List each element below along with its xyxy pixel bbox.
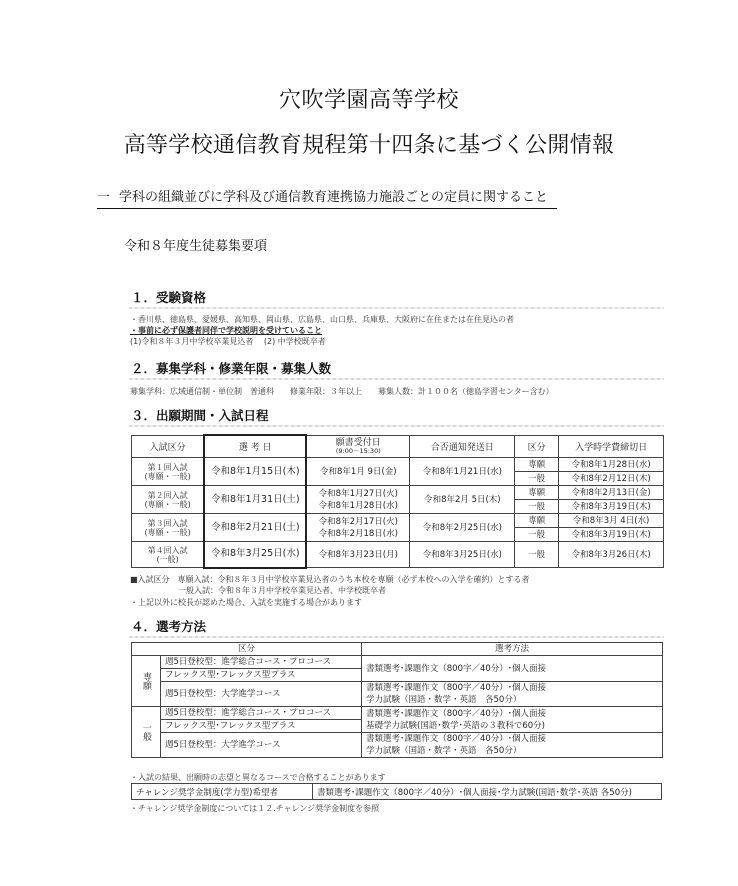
school-name: 穴吹学園高等学校	[278, 88, 459, 113]
method-cell	[362, 707, 663, 733]
application-date: 令和8年3月23日(月)	[318, 549, 398, 560]
selection-heading: ４．選考方法	[131, 619, 207, 634]
col-category: 区分	[515, 435, 559, 458]
section-heading-text: 学科の組織並びに学科及び通信教育連携協力施設ごとの定員に関すること	[119, 190, 549, 205]
result-date-cell: 令和8年3月25日(水)	[410, 542, 515, 568]
col-application-date	[306, 435, 410, 458]
exam-type-cell	[132, 514, 205, 542]
section-heading	[97, 186, 557, 209]
application-date: 令和8年2月18日(水)	[318, 528, 398, 539]
schedule-note: 一般入試：令和８年３月中学校卒業見込者、中学校既卒者	[130, 586, 386, 595]
challenge-label: チャレンジ奨学金制度(学力型)希望者	[132, 784, 313, 800]
application-date: 令和8年1月27日(火)	[318, 488, 398, 499]
exam-round: 第４回入試	[147, 545, 188, 555]
challenge-row	[132, 784, 662, 800]
category-cell: 専願	[515, 514, 559, 528]
exam-date-cell: 令和8年3月25日(水)	[204, 542, 306, 568]
course-cell: 週5日登校型：大学進学コース	[161, 733, 362, 758]
category-cell: 専願	[515, 486, 559, 500]
exam-kind: (専願・一般)	[144, 471, 191, 481]
selection-category: 専願	[141, 672, 151, 690]
eligibility-line: (1)令和８年３月中学校卒業見込者 (2) 中学校既卒者	[130, 337, 326, 346]
exam-type-cell	[132, 486, 205, 514]
application-date-cell	[306, 458, 410, 486]
method-line: 書類選考･課題作文（800字／40分）･個人面接	[366, 708, 547, 719]
category-cell: 一般	[515, 542, 559, 568]
method-line: 学力試験（国語・数学・英語 各50分）	[366, 695, 522, 705]
method-cell	[362, 682, 663, 707]
course-cell: フレックス型･フレックス型プラス	[161, 669, 362, 682]
selection-row	[132, 656, 663, 669]
schedule-row	[132, 542, 664, 568]
col-selection-category: 区分	[132, 643, 362, 656]
result-date-cell: 令和8年2月 5日(木)	[410, 486, 515, 514]
method-line: 学力試験（国語・数学・英語 各50分）	[366, 746, 522, 756]
col-fee-deadline: 入学時学費締切日	[559, 435, 664, 458]
eligibility-line: ・香川県、徳島県、愛媛県、高知県、岡山県、広島県、山口県、兵庫県、大阪府に在住または在住見込の者	[130, 315, 514, 324]
eligibility-heading: １．受験資格	[131, 290, 207, 305]
result-date-cell: 令和8年1月21日(水)	[410, 458, 515, 486]
category-cell: 専願	[515, 458, 559, 472]
fee-deadline-cell: 令和8年2月12日(木)	[559, 472, 664, 486]
method-cell	[362, 733, 663, 758]
eligibility-line: ・事前に必ず保護者同伴で学校説明を受けていること	[130, 326, 322, 335]
schedule-note: ・上記以外に校長が認めた場合、入試を実施する場合があります	[130, 598, 362, 607]
application-date: 令和8年2月17日(火)	[318, 516, 398, 527]
result-date-cell: 令和8年2月25日(水)	[410, 514, 515, 542]
exam-kind: (一般)	[156, 554, 179, 564]
challenge-note: ・チャレンジ奨学金制度については１２.チャレンジ奨学金制度を参照	[130, 804, 380, 813]
col-result-date: 合否通知発送日	[410, 435, 515, 458]
schedule-table	[131, 434, 664, 569]
schedule-header-row	[132, 435, 664, 458]
col-application-hours: (9:00－15:30)	[335, 446, 381, 455]
exam-type-cell	[132, 542, 205, 568]
selection-note: ・入試の結果、出願時の志望と異なるコースで合格することがあります	[130, 773, 386, 782]
fee-deadline-cell: 令和8年3月19日(木)	[559, 528, 664, 542]
fee-deadline-cell: 令和8年3月26日(木)	[559, 542, 664, 568]
category-cell: 一般	[515, 528, 559, 542]
course-cell: 週5日登校型：進学総合コース・プロコース	[161, 656, 362, 669]
exam-round: 第１回入試	[147, 462, 188, 472]
exam-kind: (専願・一般)	[144, 527, 191, 537]
col-exam-date: 選 考 日	[204, 435, 306, 458]
application-date: 令和8年1月28日(水)	[318, 500, 398, 511]
method-cell	[362, 656, 663, 682]
recruitment-guide-title: 令和８年度生徒募集要項	[124, 239, 268, 254]
category-cell: 一般	[515, 472, 559, 486]
selection-method-table	[131, 642, 663, 758]
category-cell: 一般	[515, 500, 559, 514]
recruitment-heading: ２．募集学科・修業年限・募集人数	[131, 361, 332, 376]
application-date-cell	[306, 514, 410, 542]
selection-row	[132, 707, 663, 720]
schedule-row	[132, 514, 664, 528]
exam-round: 第２回入試	[147, 490, 188, 500]
method-line: 書類選考･課題作文（800字／40分）･個人面接	[366, 683, 547, 693]
application-date-cell	[306, 542, 410, 568]
exam-date-cell: 令和8年2月21日(土)	[204, 514, 306, 542]
method-line: 書類選考･課題作文（800字／40分）･個人面接	[366, 734, 547, 744]
schedule-row	[132, 458, 664, 472]
course-cell: 週5日登校型：大学進学コース	[161, 682, 362, 707]
section-number: 一	[97, 190, 111, 205]
exam-kind: (専願・一般)	[144, 499, 191, 509]
fee-deadline-cell: 令和8年1月28日(水)	[559, 458, 664, 472]
col-application-date-label: 願書受付日	[335, 437, 381, 448]
selection-header-row	[132, 643, 663, 656]
selection-row	[132, 733, 663, 758]
exam-type-cell	[132, 458, 205, 486]
method-line: 基礎学力試験(国語･数学･英語の３教科で60分)	[366, 720, 545, 731]
exam-date-cell: 令和8年1月31日(土)	[204, 486, 306, 514]
challenge-scholarship-table	[131, 783, 662, 800]
exam-date-cell: 令和8年1月15日(木)	[204, 458, 306, 486]
method-line: 書類選考･課題作文（800字／40分）･個人面接	[366, 663, 547, 674]
application-date: 令和8年1月 9日(金)	[320, 466, 397, 477]
schedule-row	[132, 486, 664, 500]
course-cell: 週5日登校型：進学総合コース・プロコース	[161, 707, 362, 720]
selection-row	[132, 682, 663, 707]
col-selection-method: 選考方法	[362, 643, 663, 656]
schedule-heading: ３．出願期間・入試日程	[131, 408, 269, 423]
recruitment-line: 募集学科：広域通信制・単位制 普通科 修業年限：３年以上 募集人数：計１００名（徳島学習センター含む）	[130, 387, 554, 396]
fee-deadline-cell: 令和8年2月13日(金)	[559, 486, 664, 500]
course-cell: フレックス型･フレックス型プラス	[161, 720, 362, 733]
selection-category-cell	[132, 707, 161, 758]
col-exam-type: 入試区分	[132, 435, 205, 458]
schedule-note: ■入試区分 専願入試：令和８年３月中学校卒業見込者のうち本校を専願（必ず本校への入学を確約）とする者	[130, 575, 530, 584]
fee-deadline-cell: 令和8年3月 4日(水)	[559, 514, 664, 528]
document-title: 高等学校通信教育規程第十四条に基づく公開情報	[123, 133, 615, 158]
selection-category-cell	[132, 656, 161, 707]
selection-category: 一般	[141, 723, 151, 741]
application-date-cell	[306, 486, 410, 514]
challenge-method: 書類選考･課題作文（800字／40分）･個人面接･学力試験(国語･数学･英語 各50分)	[313, 784, 662, 800]
fee-deadline-cell: 令和8年3月19日(木)	[559, 500, 664, 514]
exam-round: 第３回入試	[147, 518, 188, 528]
